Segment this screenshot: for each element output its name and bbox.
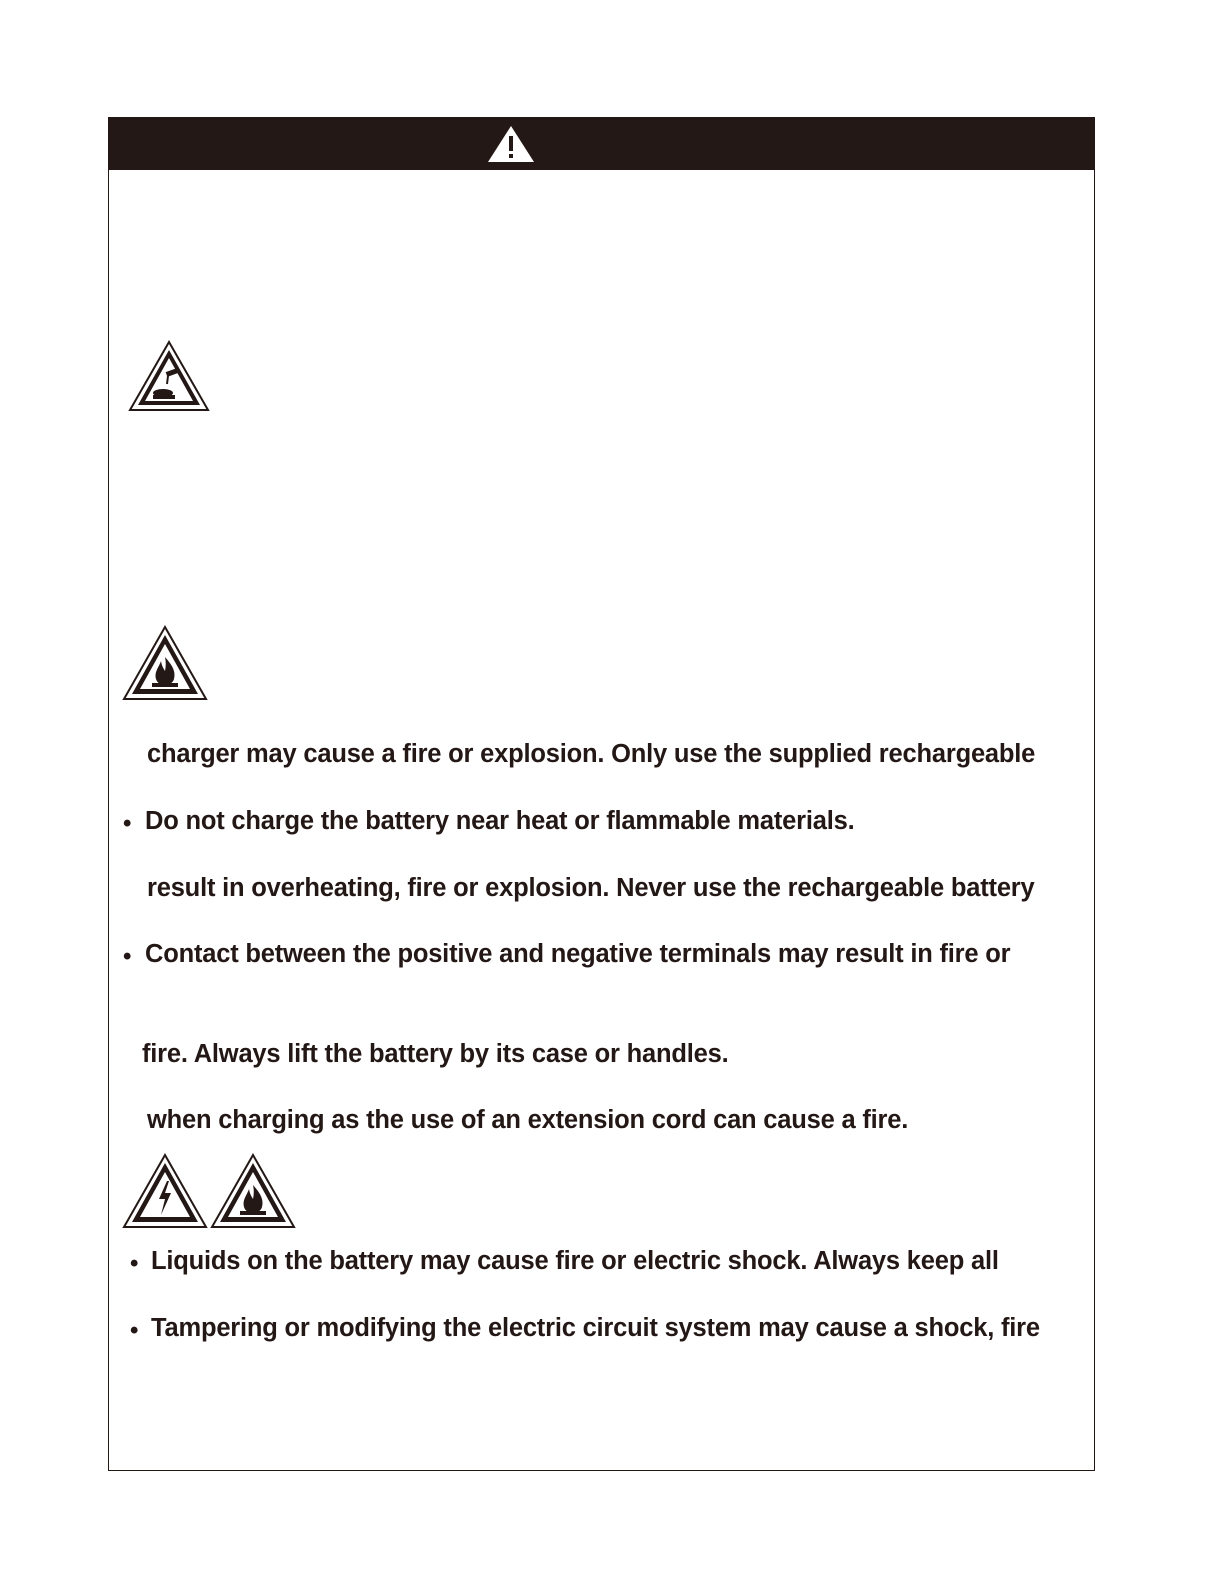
- electric-shock-hazard-icon: [122, 1153, 208, 1229]
- text-line: Tampering or modifying the electric circuit system may cause a shock, fire: [151, 1314, 1040, 1342]
- bullet: •: [123, 810, 132, 837]
- warning-header-bar: [108, 117, 1095, 170]
- bullet: •: [130, 1317, 139, 1344]
- bullet: •: [130, 1250, 139, 1277]
- text-line: charger may cause a fire or explosion. Only use the supplied rechargeable: [147, 740, 1036, 768]
- fire-hazard-icon: [122, 625, 208, 701]
- text-line: when charging as the use of an extension cord can cause a fire.: [147, 1106, 909, 1134]
- text-line: fire. Always lift the battery by its case or handles.: [142, 1040, 729, 1068]
- corrosive-hazard-icon: [128, 340, 210, 412]
- fire-hazard-icon: [210, 1153, 296, 1229]
- bullet: •: [123, 943, 132, 970]
- warning-triangle-icon: [486, 124, 536, 164]
- text-line: Contact between the positive and negative terminals may result in fire or: [145, 940, 1011, 968]
- text-line: Liquids on the battery may cause fire or electric shock. Always keep all: [151, 1247, 999, 1275]
- text-line: result in overheating, fire or explosion. Never use the rechargeable battery: [147, 874, 1035, 902]
- text-line: Do not charge the battery near heat or flammable materials.: [145, 807, 855, 835]
